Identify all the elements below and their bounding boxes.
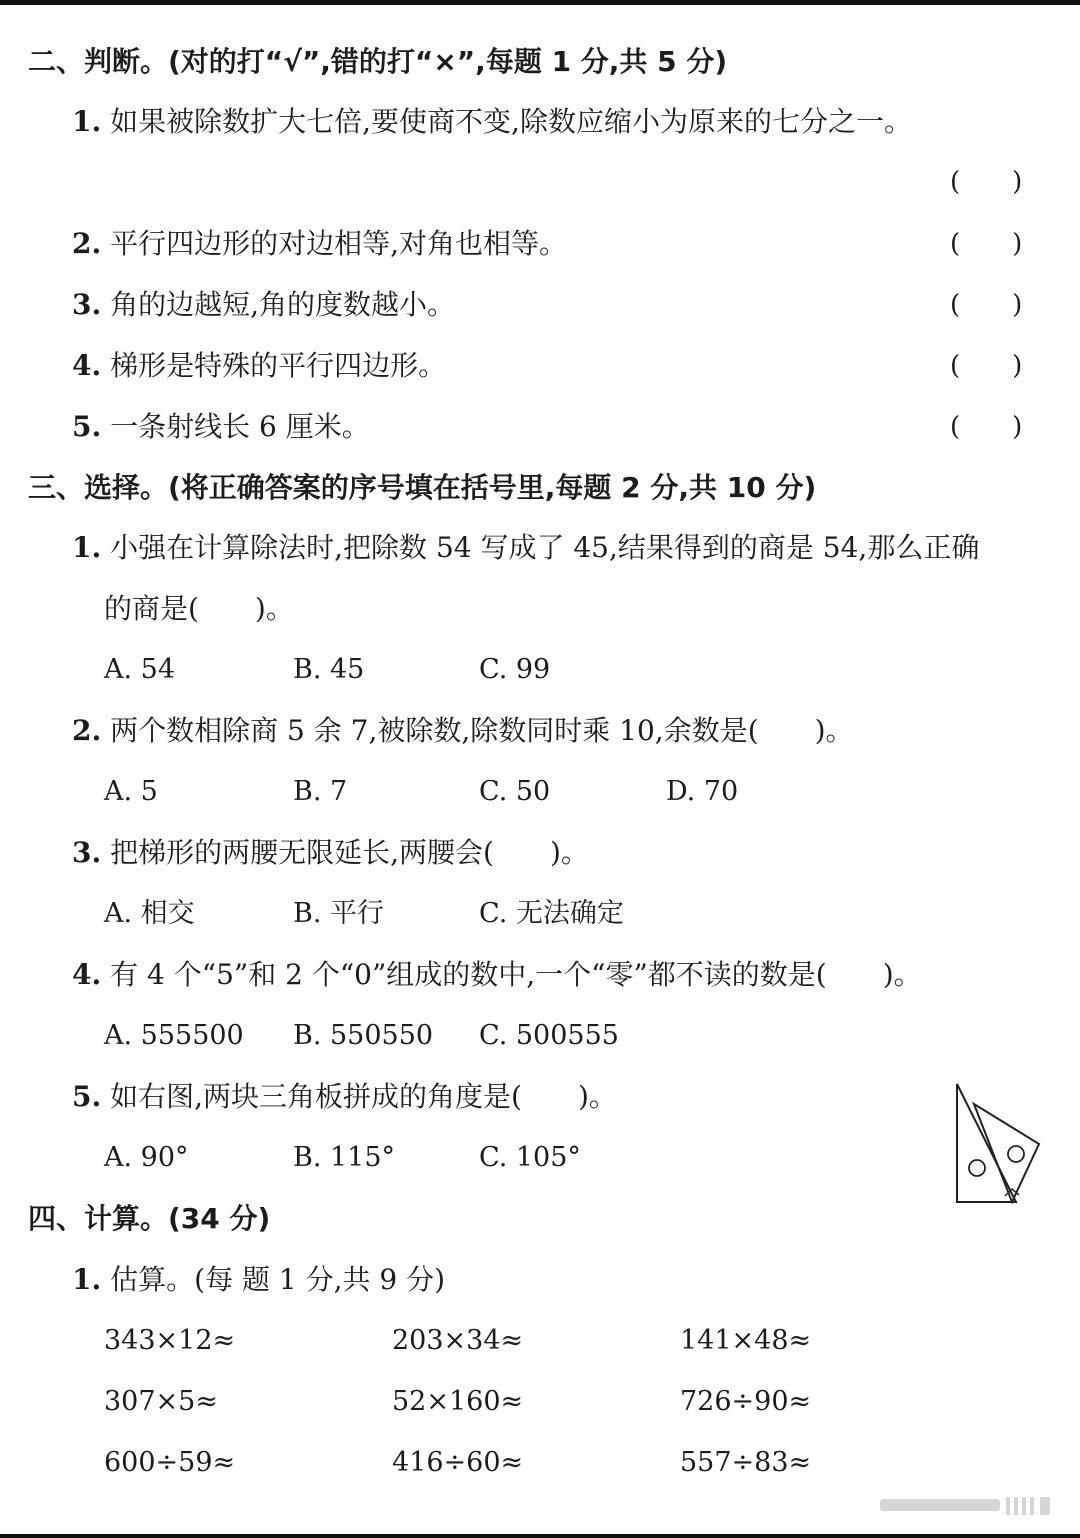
choice-4-option-a[interactable]: A. 555500 — [104, 1020, 244, 1051]
choice-item-1 — [72, 530, 979, 566]
judge-item-2-num: 2. — [72, 227, 102, 260]
top-border — [0, 0, 1080, 5]
set-square-left-hole — [969, 1160, 985, 1176]
section-3-title: 三、选择。(将正确答案的序号填在括号里,每题 2 分,共 10 分) — [28, 471, 817, 504]
choice-item-2-num: 2. — [72, 714, 102, 747]
judge-answer-blank-5[interactable]: ( ) — [950, 412, 1023, 442]
judge-item-5-num: 5. — [72, 410, 102, 443]
choice-item-5 — [72, 1079, 617, 1115]
judge-item-3-text: 角的边越短,角的度数越小。 — [110, 288, 456, 321]
choice-2-option-d[interactable]: D. 70 — [666, 776, 739, 807]
choice-1-option-b[interactable]: B. 45 — [293, 654, 365, 685]
choice-3-option-c[interactable]: C. 无法确定 — [479, 898, 624, 929]
calc-r3-c2: 416÷60≈ — [392, 1447, 524, 1478]
choice-item-3-text: 把梯形的两腰无限延长,两腰会( )。 — [110, 836, 589, 869]
judge-item-1-num: 1. — [72, 105, 102, 138]
choice-2-option-c[interactable]: C. 50 — [479, 776, 551, 807]
calc-r1-c1: 343×12≈ — [104, 1325, 236, 1356]
calc-r1-c3: 141×48≈ — [680, 1325, 812, 1356]
choice-item-1-continued: 的商是( )。 — [104, 592, 294, 625]
calc-r3-c3: 557÷83≈ — [680, 1447, 812, 1478]
judge-answer-blank-3[interactable]: ( ) — [950, 290, 1023, 320]
choice-item-4 — [72, 957, 922, 993]
estimate-num: 1. — [72, 1263, 102, 1296]
choice-4-option-b[interactable]: B. 550550 — [293, 1020, 434, 1051]
choice-4-option-c[interactable]: C. 500555 — [479, 1020, 619, 1051]
judge-item-1 — [72, 104, 912, 140]
judge-answer-blank-2[interactable]: ( ) — [950, 229, 1023, 259]
watermark-bars — [880, 1495, 1060, 1517]
choice-item-3-num: 3. — [72, 836, 102, 869]
choice-item-4-text: 有 4 个“5”和 2 个“0”组成的数中,一个“零”都不读的数是( )。 — [110, 958, 922, 991]
choice-item-2 — [72, 713, 854, 749]
choice-5-option-b[interactable]: B. 115° — [293, 1142, 396, 1173]
calc-r2-c3: 726÷90≈ — [680, 1386, 812, 1417]
choice-3-option-a[interactable]: A. 相交 — [104, 898, 195, 929]
set-square-right — [974, 1104, 1039, 1202]
choice-item-1-text: 小强在计算除法时,把除数 54 写成了 45,结果得到的商是 54,那么正确 — [110, 531, 980, 564]
calc-r2-c2: 52×160≈ — [392, 1386, 524, 1417]
judge-item-1-text: 如果被除数扩大七倍,要使商不变,除数应缩小为原来的七分之一。 — [110, 105, 912, 138]
judge-item-5 — [72, 409, 370, 445]
judge-item-4-num: 4. — [72, 349, 102, 382]
set-square-right-hole — [1008, 1146, 1024, 1162]
choice-item-5-text: 如右图,两块三角板拼成的角度是( )。 — [110, 1080, 617, 1113]
section-4-title: 四、计算。(34 分) — [28, 1202, 271, 1235]
judge-item-2-text: 平行四边形的对边相等,对角也相等。 — [110, 227, 568, 260]
set-square-left — [957, 1084, 1016, 1202]
calc-r2-c1: 307×5≈ — [104, 1386, 218, 1417]
choice-3-option-b[interactable]: B. 平行 — [293, 898, 385, 929]
estimate-text: 估算。(每 题 1 分,共 9 分) — [110, 1263, 446, 1296]
judge-item-5-text: 一条射线长 6 厘米。 — [110, 410, 370, 443]
bottom-border — [0, 1534, 1080, 1538]
judge-item-4 — [72, 348, 446, 384]
judge-item-4-text: 梯形是特殊的平行四边形。 — [110, 349, 447, 382]
choice-item-1-num: 1. — [72, 531, 102, 564]
choice-2-option-a[interactable]: A. 5 — [104, 776, 158, 807]
choice-1-option-c[interactable]: C. 99 — [479, 654, 551, 685]
judge-answer-blank-4[interactable]: ( ) — [950, 351, 1023, 381]
choice-5-option-a[interactable]: A. 90° — [104, 1142, 189, 1173]
section-2-title: 二、判断。(对的打“√”,错的打“×”,每题 1 分,共 5 分) — [28, 45, 728, 78]
choice-1-option-a[interactable]: A. 54 — [104, 654, 176, 685]
judge-item-3 — [72, 287, 455, 323]
choice-item-2-text: 两个数相除商 5 余 7,被除数,除数同时乘 10,余数是( )。 — [110, 714, 854, 747]
choice-item-5-num: 5. — [72, 1080, 102, 1113]
set-square-figure — [950, 1078, 1050, 1208]
calc-r1-c2: 203×34≈ — [392, 1325, 524, 1356]
judge-answer-blank-1[interactable]: ( ) — [950, 167, 1023, 197]
choice-item-3 — [72, 835, 589, 871]
choice-5-option-c[interactable]: C. 105° — [479, 1142, 581, 1173]
choice-item-4-num: 4. — [72, 958, 102, 991]
estimate-subtitle — [72, 1262, 445, 1298]
judge-item-3-num: 3. — [72, 288, 102, 321]
choice-2-option-b[interactable]: B. 7 — [293, 776, 348, 807]
judge-item-2 — [72, 226, 567, 262]
calc-r3-c1: 600÷59≈ — [104, 1447, 236, 1478]
